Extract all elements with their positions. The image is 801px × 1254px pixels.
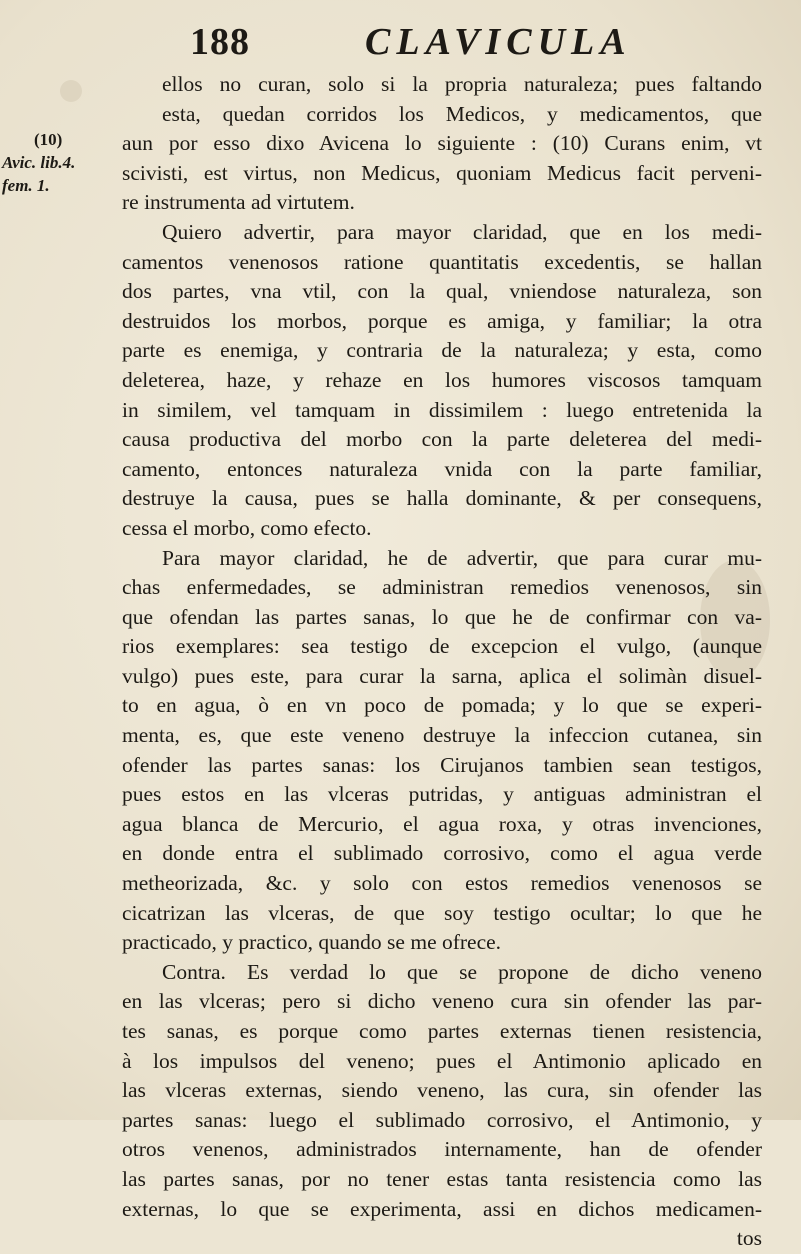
text-line: cessa el morbo, como efecto. — [122, 515, 372, 540]
text-line: cicatrizan las vlceras, de que soy testigo ocultar; lo que he — [122, 900, 762, 925]
text-line: otros venenos, administrados internamente, han de ofender — [122, 1137, 762, 1162]
text-line: practicado, y practico, quando se me ofrece. — [122, 930, 502, 955]
text-line: en donde entra el sublimado corrosivo, como el agua verde — [122, 841, 762, 866]
text-line: tes sanas, es porque como partes externas tienen resistencia, — [122, 1019, 762, 1043]
text-line: camentos venenosos ratione quantitatis excedentis, se hallan — [122, 249, 762, 274]
text-line: externas, lo que se experimenta, assi en dichos medicamen- — [122, 1196, 762, 1221]
text-line: aun por esso dixo Avicena lo siguiente : (10) Curans enim, vt — [122, 131, 762, 156]
text-line: Quiero advertir, para mayor claridad, que en los medi- — [162, 219, 762, 244]
text-line: agua blanca de Mercurio, el agua roxa, y otras invenciones, — [122, 811, 762, 836]
text-line: scivisti, est virtus, non Medicus, quoniam Medicus facit perveni- — [122, 160, 762, 185]
text-line: vulgo) pues este, para curar la sarna, aplica el solimàn disuel- — [122, 663, 762, 688]
margin-note-number: (10) — [34, 130, 63, 149]
text-line: à los impulsos del veneno; pues el Antimonio aplicado en — [122, 1048, 762, 1073]
text-line: re instrumenta ad virtutem. — [122, 190, 355, 215]
text-line: destruye la causa, pues se halla dominante, & per consequens, — [122, 486, 762, 511]
text-line: deleterea, haze, y rehaze en los humores viscosos tamquam — [122, 367, 762, 392]
text-line: tos — [736, 1226, 762, 1251]
text-line: las partes sanas, por no tener estas tanta resistencia como las — [122, 1166, 762, 1191]
text-line: ofender las partes sanas: los Cirujanos tambien sean testigos, — [122, 752, 762, 777]
text-line: ellos no curan, solo si la propria naturaleza; pues faltando — [162, 72, 762, 96]
body-text — [122, 70, 762, 1254]
text-line: pues estos en las vlceras putridas, y antiguas administran el — [122, 782, 762, 807]
text-line: parte es enemiga, y contraria de la naturaleza; y esta, como — [122, 338, 762, 363]
text-line: partes sanas: luego el sublimado corrosivo, el Antimonio, y — [122, 1107, 762, 1132]
text-line: destruidos los morbos, porque es amiga, y familiar; la otra — [122, 308, 762, 333]
text-line: las vlceras externas, siendo veneno, las cura, sin ofender las — [122, 1078, 762, 1103]
text-line: rios exemplares: sea testigo de excepcion el vulgo, (aunque — [122, 634, 762, 659]
ink-spot — [60, 80, 82, 102]
running-title: CLAVICULA — [365, 21, 632, 63]
text-line: metheorizada, &c. y solo con estos remedios venenosos se — [122, 871, 762, 896]
page-number: 188 — [190, 21, 250, 63]
text-line: to en agua, ò en vn poco de pomada; y lo que se experi- — [122, 693, 762, 718]
text-line: Para mayor claridad, he de advertir, que para curar mu- — [162, 545, 762, 570]
margin-notes — [2, 128, 122, 197]
text-line: causa productiva del morbo con la parte deleterea del medi- — [122, 427, 762, 452]
margin-note-source: Avic. lib.4. — [2, 153, 76, 172]
page-header — [0, 14, 801, 64]
text-line: in similem, vel tamquam in dissimilem : luego entretenida la — [122, 397, 762, 422]
margin-note-section: fem. 1. — [2, 176, 50, 195]
text-line: en las vlceras; pero si dicho veneno cura sin ofender las par- — [122, 989, 762, 1014]
text-line: Contra. Es verdad lo que se propone de dicho veneno — [162, 959, 762, 984]
text-line: esta, quedan corridos los Medicos, y medicamentos, que — [162, 101, 762, 126]
text-line: dos partes, vna vtil, con la qual, vniendose naturaleza, son — [122, 279, 762, 304]
text-line: camento, entonces naturaleza vnida con la parte familiar, — [122, 456, 762, 481]
text-line: menta, es, que este veneno destruye la infeccion cutanea, sin — [122, 723, 762, 748]
text-line: que ofendan las partes sanas, lo que he de confirmar con va- — [122, 604, 762, 629]
text-line: chas enfermedades, se administran remedios venenosos, sin — [122, 575, 762, 600]
